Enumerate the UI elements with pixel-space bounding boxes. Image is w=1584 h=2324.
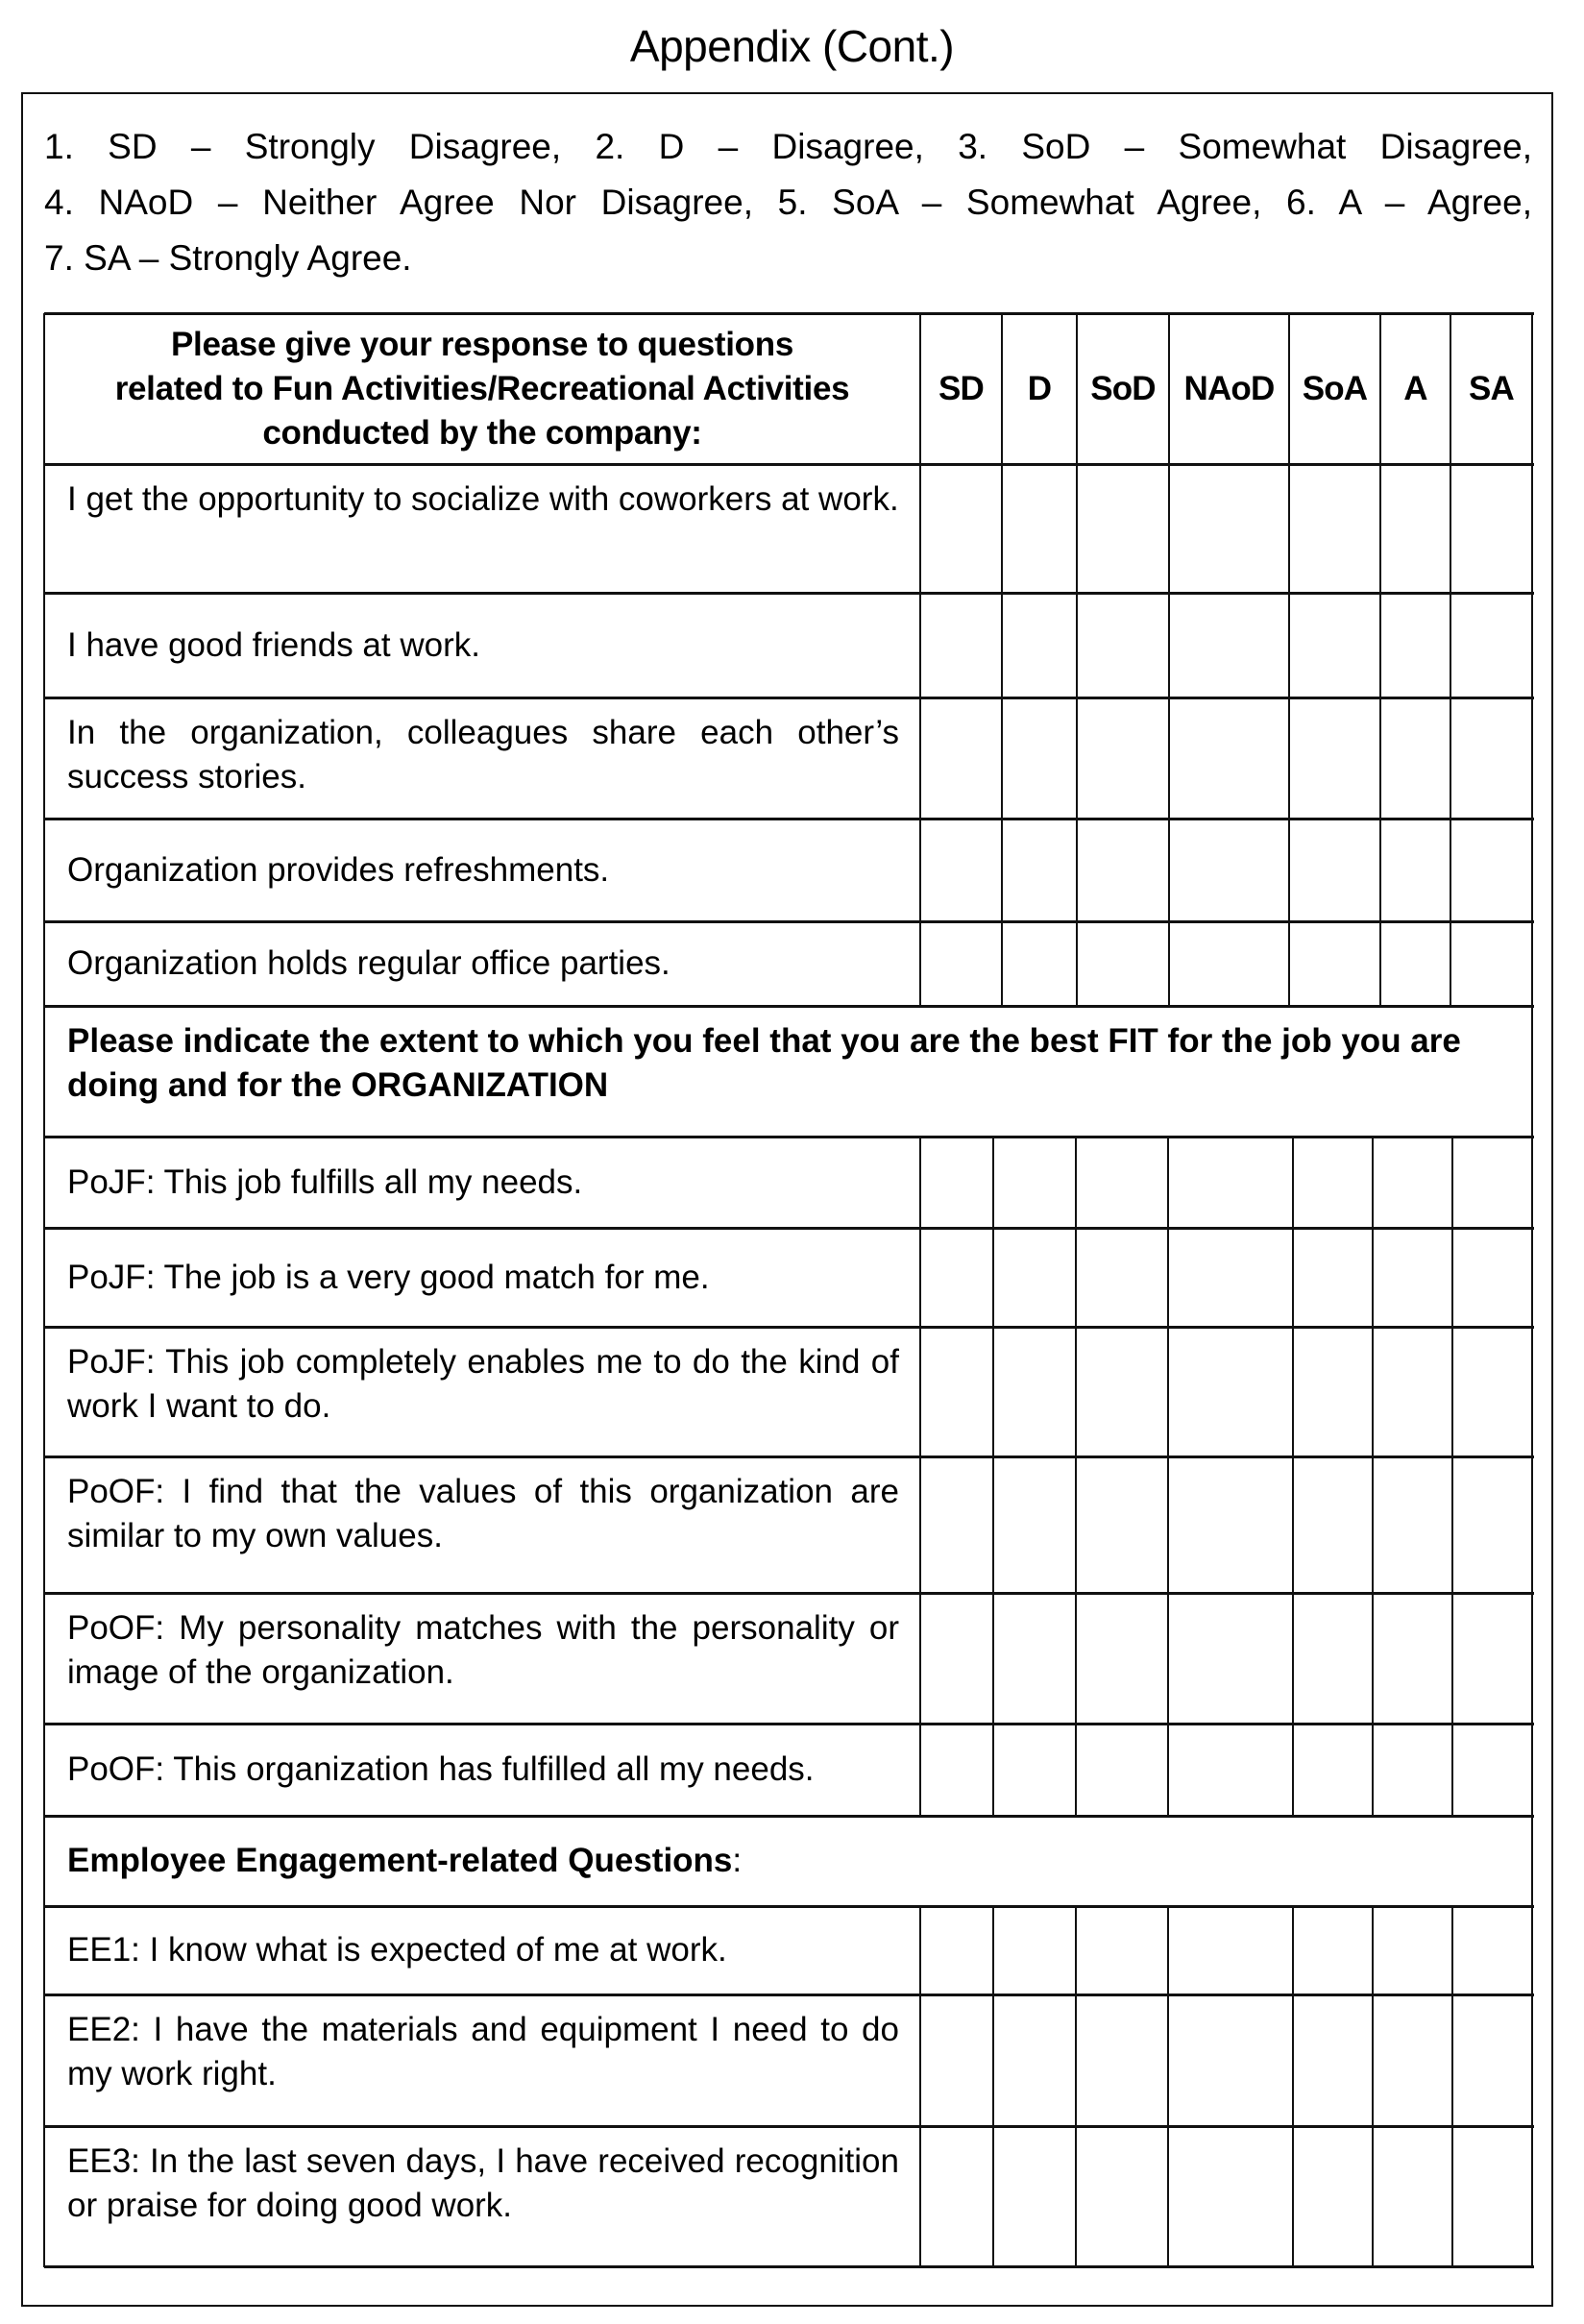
table-rule (1451, 1137, 1453, 1229)
question-row (44, 921, 920, 1006)
question-text: Organization provides refreshments. (67, 850, 610, 889)
rating-cell-d[interactable] (993, 2126, 1076, 2266)
page-title: Appendix (Cont.) (629, 21, 955, 71)
rating-cell-d[interactable] (993, 1994, 1076, 2126)
rating-cell-sod[interactable] (1076, 1137, 1168, 1228)
rating-cell-sod[interactable] (1077, 464, 1169, 593)
table-rule (1168, 697, 1170, 820)
table-rule (919, 1593, 921, 1725)
table-rule (1292, 1724, 1294, 1817)
rating-cell-a[interactable] (1373, 1593, 1452, 1724)
rating-cell-d[interactable] (993, 1906, 1076, 1994)
table-rule (1288, 464, 1290, 594)
question-row (44, 593, 920, 697)
rating-cell-naod[interactable] (1168, 1906, 1293, 1994)
table-rule (919, 1456, 921, 1594)
table-rule (1531, 464, 1533, 594)
table-rule (1379, 819, 1381, 922)
rating-cell-sd[interactable] (920, 2126, 993, 2266)
rating-cell-soa[interactable] (1293, 1228, 1373, 1327)
table-rule (1292, 1137, 1294, 1229)
question-text: EE3: In the last seven days, I have received recognition or praise for doing good work. (67, 2142, 899, 2224)
rating-cell-sd[interactable] (920, 1724, 993, 1816)
column-header-d: D (1027, 369, 1052, 407)
rating-cell-sod[interactable] (1077, 819, 1169, 921)
table-rule (1001, 313, 1003, 465)
table-rule (919, 819, 921, 922)
section-3-heading-colon: : (732, 1842, 743, 1879)
table-rule (1075, 1906, 1077, 1995)
table-rule (1379, 697, 1381, 820)
rating-cell-naod[interactable] (1168, 1593, 1293, 1724)
table-rule (1451, 1724, 1453, 1817)
rating-cell-sa[interactable] (1450, 921, 1532, 1006)
table-rule (1372, 1593, 1374, 1725)
question-text: PoOF: This organization has fulfilled all my needs. (67, 1750, 815, 1788)
heading-line: Please give your response to questions (171, 325, 793, 363)
legend-line: 4. NAoD – Neither Agree Nor Disagree, 5. SoA – Somewhat Agree, 6. A – Agree, (44, 183, 1532, 222)
table-rule (1531, 697, 1533, 820)
heading-line: conducted by the company: (262, 413, 702, 452)
rating-cell-a[interactable] (1380, 464, 1450, 593)
section-1-heading-text (115, 323, 850, 455)
rating-cell-soa[interactable] (1293, 2126, 1373, 2266)
rating-cell-d[interactable] (1002, 464, 1077, 593)
table-rule (1288, 313, 1290, 465)
rating-cell-a[interactable] (1373, 1724, 1452, 1816)
table-rule (1076, 313, 1078, 465)
rating-cell-soa[interactable] (1293, 1137, 1373, 1228)
rating-cell-soa[interactable] (1293, 1994, 1373, 2126)
question-row (44, 819, 920, 921)
table-rule (1450, 313, 1451, 465)
table-rule (1450, 921, 1451, 1007)
table-rule (1292, 2126, 1294, 2267)
table-rule (992, 1906, 994, 1995)
table-rule (1167, 1228, 1169, 1328)
table-rule (919, 1906, 921, 1995)
table-rule (992, 1724, 994, 1817)
table-rule (1531, 921, 1533, 1007)
table-rule (1075, 1593, 1077, 1725)
rating-cell-soa[interactable] (1293, 1906, 1373, 1994)
question-text: I get the opportunity to socialize with coworkers at work. (67, 480, 899, 518)
rating-cell-d[interactable] (993, 1593, 1076, 1724)
rating-cell-sa[interactable] (1450, 593, 1532, 697)
table-rule (1372, 1994, 1374, 2127)
table-rule (1167, 1994, 1169, 2127)
table-rule (44, 2265, 1534, 2268)
table-rule (1450, 464, 1451, 594)
table-rule (1531, 1006, 1533, 1138)
table-rule (1451, 1327, 1453, 1457)
table-rule (1531, 1593, 1533, 1725)
rating-cell-a[interactable] (1373, 1228, 1452, 1327)
table-rule (1288, 819, 1290, 922)
rating-cell-sd[interactable] (920, 1994, 993, 2126)
table-rule (1531, 593, 1533, 698)
rating-cell-sa[interactable] (1452, 1994, 1532, 2126)
table-rule (1288, 593, 1290, 698)
question-row (44, 1327, 920, 1456)
table-rule (1531, 1327, 1533, 1457)
rating-cell-sa[interactable] (1450, 464, 1532, 593)
rating-cell-sa[interactable] (1452, 1593, 1532, 1724)
rating-cell-a[interactable] (1380, 819, 1450, 921)
table-rule (1167, 1724, 1169, 1817)
rating-cell-d[interactable] (1002, 819, 1077, 921)
table-rule (1168, 819, 1170, 922)
table-rule (1075, 1994, 1077, 2127)
table-rule (1451, 2126, 1453, 2267)
table-rule (1531, 1816, 1533, 1907)
table-rule (1531, 819, 1533, 922)
table-rule (919, 1327, 921, 1457)
table-rule (919, 593, 921, 698)
question-text: In the organization, colleagues share each other’s success stories. (67, 714, 899, 795)
table-rule (1076, 593, 1078, 698)
section-2-heading-text: Please indicate the extent to which you feel that you are the best FIT for the job you are doing and for the ORGANIZATION (67, 1022, 1461, 1104)
question-text: PoOF: I find that the values of this organization are similar to my own values. (67, 1473, 899, 1554)
rating-cell-sd[interactable] (920, 464, 1002, 593)
rating-cell-sa[interactable] (1452, 1228, 1532, 1327)
column-header-sd: SD (938, 369, 985, 407)
table-rule (1372, 1724, 1374, 1817)
rating-cell-d[interactable] (993, 1137, 1076, 1228)
table-rule (1531, 1456, 1533, 1594)
legend-line: 1. SD – Strongly Disagree, 2. D – Disagree, 3. SoD – Somewhat Disagree, (44, 127, 1532, 166)
rating-cell-sd[interactable] (920, 1456, 993, 1593)
rating-cell-d[interactable] (1002, 921, 1077, 1006)
rating-legend (44, 119, 1532, 286)
rating-cell-a[interactable] (1380, 697, 1450, 819)
question-row (44, 697, 920, 819)
table-rule (1372, 1137, 1374, 1229)
table-rule (1167, 1137, 1169, 1229)
rating-cell-sa[interactable] (1450, 819, 1532, 921)
table-rule (919, 1228, 921, 1328)
rating-cell-naod[interactable] (1168, 1327, 1293, 1456)
rating-cell-soa[interactable] (1289, 593, 1380, 697)
rating-cell-naod[interactable] (1168, 1994, 1293, 2126)
rating-cell-naod[interactable] (1168, 1228, 1293, 1327)
table-rule (1167, 1456, 1169, 1594)
rating-cell-sod[interactable] (1077, 697, 1169, 819)
rating-cell-soa[interactable] (1289, 819, 1380, 921)
rating-cell-sa[interactable] (1452, 1137, 1532, 1228)
question-row (44, 1593, 920, 1724)
rating-cell-soa[interactable] (1293, 1593, 1373, 1724)
rating-cell-sa[interactable] (1452, 1724, 1532, 1816)
table-rule (919, 1994, 921, 2127)
table-rule (1168, 313, 1170, 465)
question-row (44, 2126, 920, 2266)
rating-cell-d[interactable] (993, 1327, 1076, 1456)
table-rule (1379, 464, 1381, 594)
rating-cell-a[interactable] (1373, 1137, 1452, 1228)
legend-line: 7. SA – Strongly Agree. (44, 238, 412, 278)
question-row (44, 1228, 920, 1327)
table-rule (1288, 697, 1290, 820)
table-rule (1001, 464, 1003, 594)
table-rule (1168, 464, 1170, 594)
rating-cell-sa[interactable] (1452, 1327, 1532, 1456)
table-rule (919, 2126, 921, 2267)
table-rule (1292, 1593, 1294, 1725)
question-row (44, 1137, 920, 1228)
rating-cell-sod[interactable] (1077, 921, 1169, 1006)
table-rule (1450, 819, 1451, 922)
table-rule (992, 1593, 994, 1725)
rating-cell-sod[interactable] (1077, 593, 1169, 697)
question-text: I have good friends at work. (67, 625, 480, 664)
table-rule (992, 1137, 994, 1229)
table-rule (1451, 1228, 1453, 1328)
table-rule (1001, 921, 1003, 1007)
table-rule (1075, 1137, 1077, 1229)
rating-cell-naod[interactable] (1169, 593, 1289, 697)
table-rule (1451, 1994, 1453, 2127)
rating-cell-soa[interactable] (1293, 1724, 1373, 1816)
rating-cell-naod[interactable] (1168, 1456, 1293, 1593)
table-rule (1372, 1327, 1374, 1457)
table-rule (1531, 1906, 1533, 1995)
table-rule (1292, 1994, 1294, 2127)
section-2-heading (44, 1006, 1532, 1137)
table-rule (1168, 921, 1170, 1007)
table-rule (1450, 697, 1451, 820)
rating-cell-naod[interactable] (1169, 464, 1289, 593)
table-rule (919, 697, 921, 820)
rating-cell-sd[interactable] (920, 1327, 993, 1456)
table-rule (1379, 313, 1381, 465)
rating-cell-sod[interactable] (1076, 1456, 1168, 1593)
table-rule (1075, 1456, 1077, 1594)
rating-cell-naod[interactable] (1169, 921, 1289, 1006)
table-rule (1292, 1327, 1294, 1457)
table-rule (919, 313, 921, 465)
rating-cell-sd[interactable] (920, 1228, 993, 1327)
rating-cell-sod[interactable] (1076, 1228, 1168, 1327)
table-rule (1451, 1906, 1453, 1995)
rating-cell-a[interactable] (1373, 1456, 1452, 1593)
table-rule (1531, 2126, 1533, 2267)
question-text: PoJF: The job is a very good match for me. (67, 1258, 710, 1296)
rating-cell-soa[interactable] (1289, 464, 1380, 593)
rating-cell-d[interactable] (993, 1456, 1076, 1593)
table-rule (1531, 1137, 1533, 1229)
question-text: Organization holds regular office parties. (67, 944, 670, 982)
table-rule (1076, 697, 1078, 820)
column-header-naod: NAoD (1183, 369, 1275, 407)
table-rule (1001, 697, 1003, 820)
column-header-soa: SoA (1302, 369, 1368, 407)
table-rule (1531, 1228, 1533, 1328)
rating-cell-sod[interactable] (1076, 1724, 1168, 1816)
rating-cell-sod[interactable] (1076, 1994, 1168, 2126)
rating-cell-naod[interactable] (1168, 2126, 1293, 2266)
table-rule (919, 1137, 921, 1229)
rating-cell-soa[interactable] (1289, 921, 1380, 1006)
rating-cell-a[interactable] (1380, 593, 1450, 697)
table-rule (1167, 2126, 1169, 2267)
rating-cell-a[interactable] (1373, 1994, 1452, 2126)
rating-cell-sod[interactable] (1076, 1906, 1168, 1994)
table-rule (992, 1327, 994, 1457)
question-text: PoJF: This job fulfills all my needs. (67, 1162, 583, 1201)
column-header-sa: SA (1468, 369, 1515, 407)
question-text: PoOF: My personality matches with the personality or image of the organization. (67, 1609, 899, 1691)
table-rule (1075, 1724, 1077, 1817)
rating-cell-soa[interactable] (1293, 1456, 1373, 1593)
rating-cell-sa[interactable] (1452, 2126, 1532, 2266)
table-rule (1168, 593, 1170, 698)
table-rule (1450, 593, 1451, 698)
rating-cell-naod[interactable] (1168, 1724, 1293, 1816)
table-rule (1075, 2126, 1077, 2267)
section-1-heading (44, 313, 920, 464)
rating-cell-sd[interactable] (920, 697, 1002, 819)
table-rule (1001, 819, 1003, 922)
table-rule (1451, 1593, 1453, 1725)
table-rule (1076, 921, 1078, 1007)
rating-cell-sa[interactable] (1452, 1456, 1532, 1593)
table-rule (919, 464, 921, 594)
rating-cell-sd[interactable] (920, 593, 1002, 697)
rating-cell-sd[interactable] (920, 819, 1002, 921)
rating-cell-a[interactable] (1380, 921, 1450, 1006)
question-row (44, 1456, 920, 1593)
rating-cell-naod[interactable] (1168, 1137, 1293, 1228)
rating-cell-sa[interactable] (1452, 1906, 1532, 1994)
rating-cell-a[interactable] (1373, 1327, 1452, 1456)
table-rule (1372, 1456, 1374, 1594)
rating-cell-sa[interactable] (1450, 697, 1532, 819)
table-rule (992, 2126, 994, 2267)
section-3-heading-text: Employee Engagement-related Questions (67, 1842, 733, 1879)
rating-cell-d[interactable] (1002, 593, 1077, 697)
table-rule (1076, 819, 1078, 922)
table-rule (1167, 1327, 1169, 1457)
table-rule (919, 921, 921, 1007)
table-rule (992, 1994, 994, 2127)
table-rule (1531, 1724, 1533, 1817)
table-rule (1288, 921, 1290, 1007)
table-rule (1372, 1906, 1374, 1995)
table-rule (1075, 1327, 1077, 1457)
rating-cell-a[interactable] (1373, 1906, 1452, 1994)
column-header-a: A (1403, 369, 1427, 407)
table-rule (1372, 2126, 1374, 2267)
rating-cell-soa[interactable] (1293, 1327, 1373, 1456)
column-header-sod: SoD (1090, 369, 1156, 407)
rating-cell-sd[interactable] (920, 1137, 993, 1228)
table-rule (1292, 1456, 1294, 1594)
table-rule (1076, 464, 1078, 594)
table-rule (992, 1456, 994, 1594)
question-text: EE2: I have the materials and equipment I need to do my work right. (67, 2011, 899, 2092)
question-row (44, 1906, 920, 1994)
table-rule (992, 1228, 994, 1328)
question-row (44, 1994, 920, 2126)
rating-cell-sd[interactable] (920, 1906, 993, 1994)
rating-cell-a[interactable] (1373, 2126, 1452, 2266)
rating-cell-soa[interactable] (1289, 697, 1380, 819)
table-rule (1001, 593, 1003, 698)
rating-cell-d[interactable] (993, 1724, 1076, 1816)
table-rule (1451, 1456, 1453, 1594)
table-rule (1531, 313, 1533, 465)
table-rule (1379, 921, 1381, 1007)
table-rule (1292, 1906, 1294, 1995)
rating-cell-naod[interactable] (1169, 697, 1289, 819)
table-rule (1379, 593, 1381, 698)
rating-cell-sd[interactable] (920, 921, 1002, 1006)
section-3-heading (44, 1816, 1532, 1906)
table-rule (919, 1724, 921, 1817)
table-rule (1372, 1228, 1374, 1328)
rating-cell-sod[interactable] (1076, 1593, 1168, 1724)
question-row (44, 464, 920, 593)
rating-cell-sd[interactable] (920, 1593, 993, 1724)
question-text: EE1: I know what is expected of me at work. (67, 1931, 727, 1969)
heading-line: related to Fun Activities/Recreational Activities (114, 369, 850, 407)
rating-cell-naod[interactable] (1169, 819, 1289, 921)
question-text: PoJF: This job completely enables me to do the kind of work I want to do. (67, 1343, 899, 1425)
table-rule (1167, 1593, 1169, 1725)
rating-cell-d[interactable] (1002, 697, 1077, 819)
rating-cell-sod[interactable] (1076, 2126, 1168, 2266)
question-row (44, 1724, 920, 1816)
table-rule (1075, 1228, 1077, 1328)
table-rule (1167, 1906, 1169, 1995)
rating-cell-sod[interactable] (1076, 1327, 1168, 1456)
table-rule (1292, 1228, 1294, 1328)
table-rule (1531, 1994, 1533, 2127)
rating-cell-d[interactable] (993, 1228, 1076, 1327)
